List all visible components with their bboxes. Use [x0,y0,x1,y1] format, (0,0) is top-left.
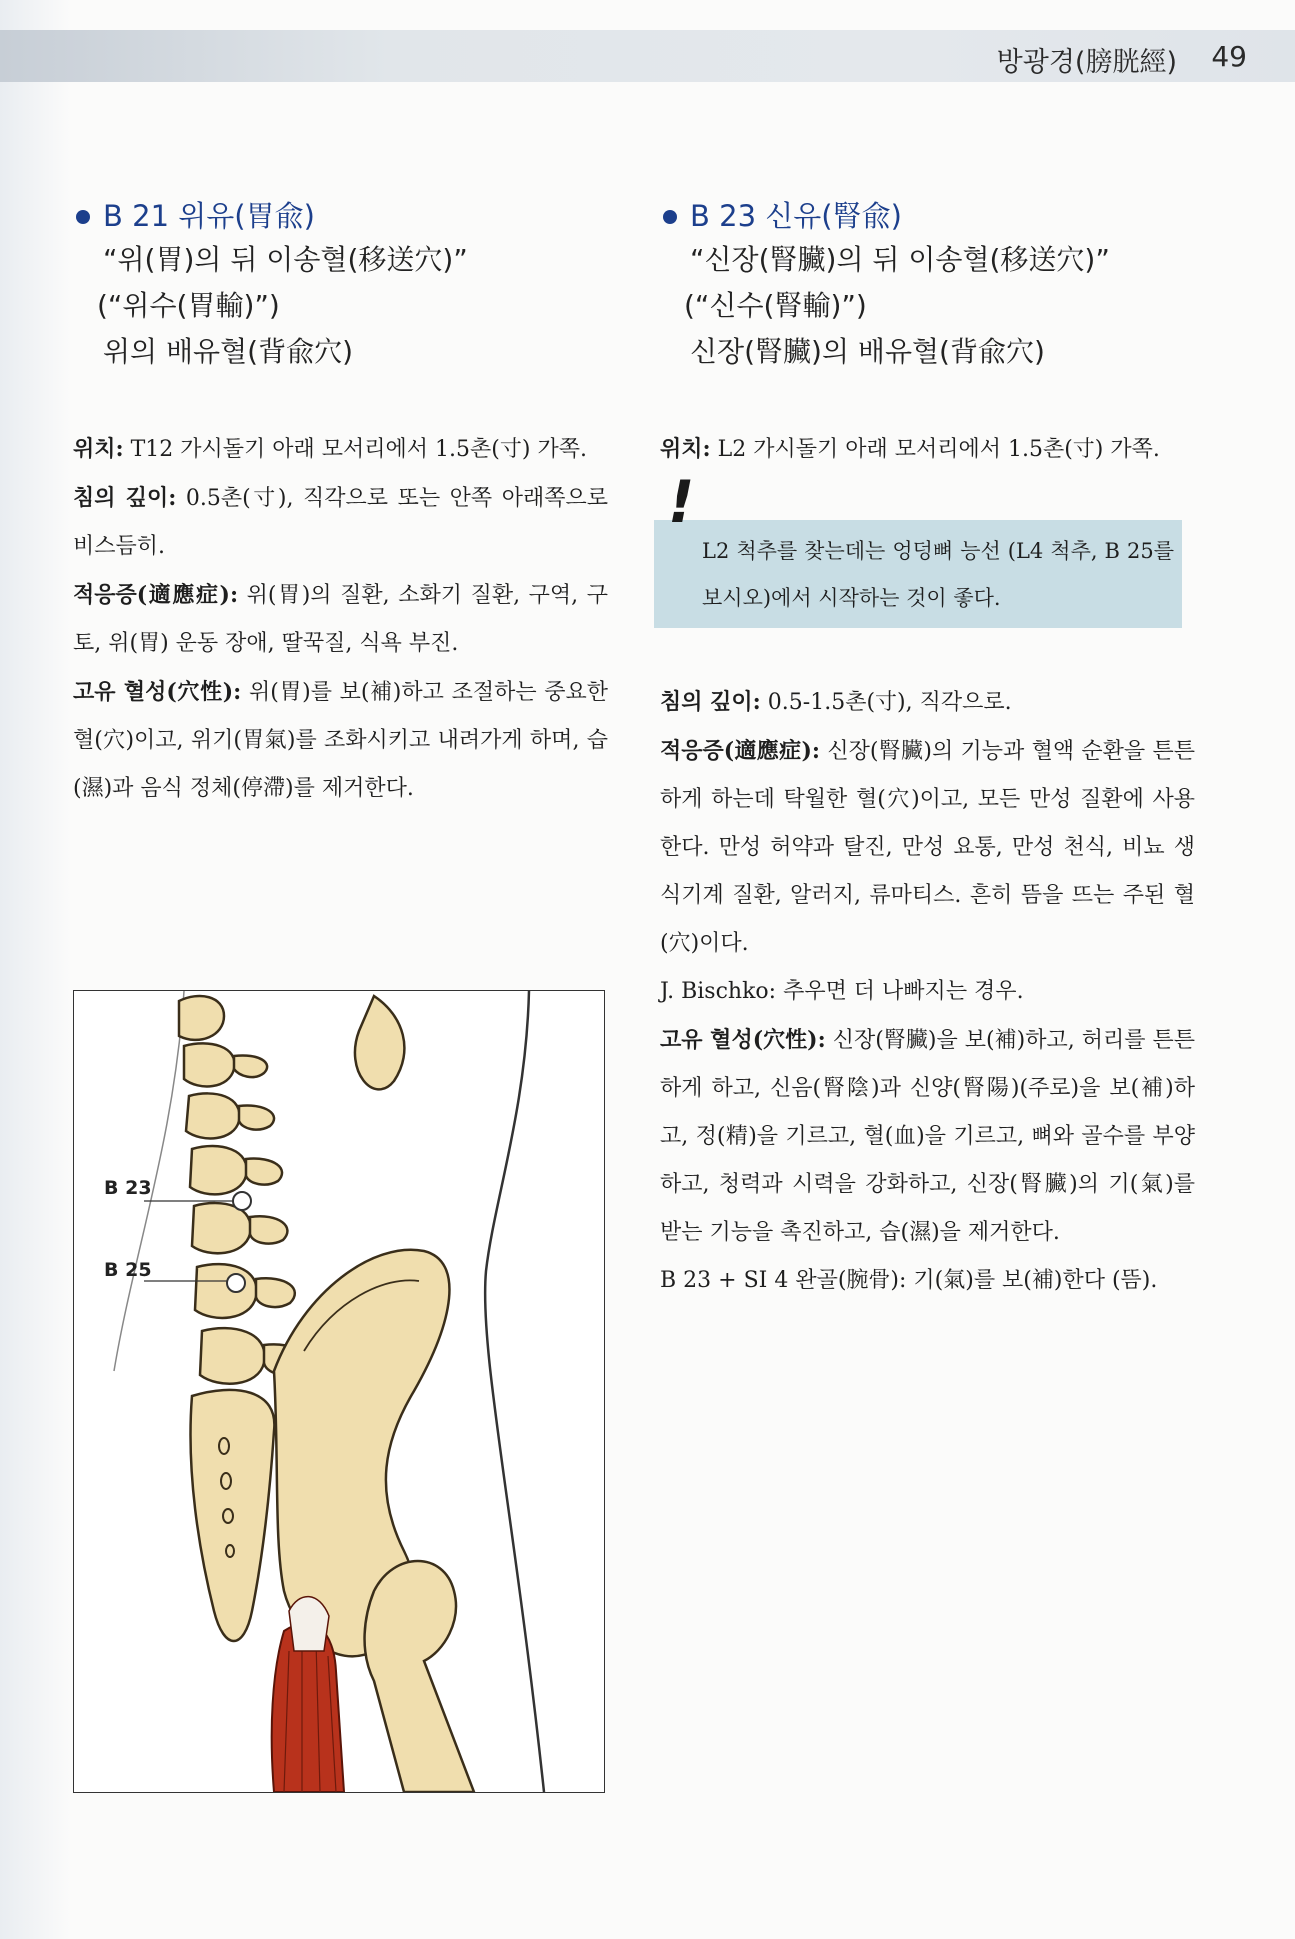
right-body [660,425,1195,1305]
page-gutter [0,0,70,1939]
chapter-title: 방광경(膀胱經) [996,47,1177,78]
location-paragraph: 위치: L2 가시돌기 아래 모서리에서 1.5촌(寸) 가쪽. [660,436,1160,462]
headline-1: “신장(腎臟)의 뒤 이송혈(移送穴)” [690,243,1110,276]
depth-paragraph: 침의 깊이: 0.5촌(寸), 직각으로 또는 안쪽 아래쪽으로 비스듬히. [73,485,608,559]
properties-paragraph: 고유 혈성(穴性): 신장(腎臟)을 보(補)하고, 허리를 튼튼하게 하고, 신음(腎陰)과 신양(腎陽)(주로)을 보(補)하고, 정(精)을 기르고, 혈(血)을 기르고, 뼈와 골수를 부양하고, 청력과 시력을 강화하고, 신장(腎臟)의 기(氣)를 받는 기능을 촉진하고, 습(濕)을 제거한다. [660,1027,1196,1245]
point-code-b23: B 23 신유(腎兪) [660,195,1195,237]
headline-3: 위의 배유혈(背兪穴) [103,335,353,368]
label-b23: B 23 [104,1177,152,1199]
page-number: 49 [1211,40,1247,73]
exclamation-icon: ! [668,468,695,536]
headline-2: (“위수(胃輸)”) [97,289,280,322]
bullet-icon [663,210,677,224]
point-code-b21: B 21 위유(胃兪) [73,195,608,237]
lumbar-pelvis-illustration [74,991,604,1792]
left-body [73,425,608,813]
location-paragraph: 위치: T12 가시돌기 아래 모서리에서 1.5촌(寸) 가쪽. [73,436,587,462]
indications-paragraph: 적응증(適應症): 위(胃)의 질환, 소화기 질환, 구역, 구토, 위(胃) 운동 장애, 딸꾹질, 식욕 부진. [73,582,608,656]
bullet-icon [76,210,90,224]
right-column [660,195,1195,1305]
running-header [0,30,1295,82]
tip-box [654,468,1182,628]
tip-text: L2 척추를 찾는데는 엉덩뼈 능선 (L4 척추, B 25를 보시오)에서 시작하는 것이 좋다. [702,539,1174,610]
b25-point-marker [227,1274,245,1292]
headline-2: (“신수(腎輸)”) [684,289,867,322]
b23-point-marker [233,1192,251,1210]
depth-paragraph: 침의 깊이: 0.5-1.5촌(寸), 직각으로. [660,689,1012,715]
bischko-paragraph: J. Bischko: 추우면 더 나빠지는 경우. [660,979,1024,1004]
properties-paragraph: 고유 혈성(穴性): 위(胃)를 보(補)하고 조절하는 중요한 혈(穴)이고, 위기(胃氣)를 조화시키고 내려가게 하며, 습(濕)과 음식 정체(停滯)를 제거한다. [73,679,608,801]
anatomy-figure [73,990,605,1793]
right-point-header [660,195,1195,375]
indications-paragraph: 적응증(適應症): 신장(腎臟)의 기능과 혈액 순환을 튼튼하게 하는데 탁월한 혈(穴)이고, 모든 만성 질환에 사용한다. 만성 허약과 탈진, 만성 요통, 만성 천식, 비뇨 생식기계 질환, 알러지, 류마티스. 흔히 뜸을 뜨는 주된 혈(穴)이다. [660,738,1195,956]
left-point-header [73,195,608,375]
headline-1: “위(胃)의 뒤 이송혈(移送穴)” [103,243,468,276]
label-b25: B 25 [104,1259,152,1281]
combination-paragraph: B 23 + SI 4 완골(腕骨): 기(氣)를 보(補)한다 (뜸). [660,1268,1158,1293]
headline-3: 신장(腎臟)의 배유혈(背兪穴) [690,335,1045,368]
left-column [73,195,608,813]
